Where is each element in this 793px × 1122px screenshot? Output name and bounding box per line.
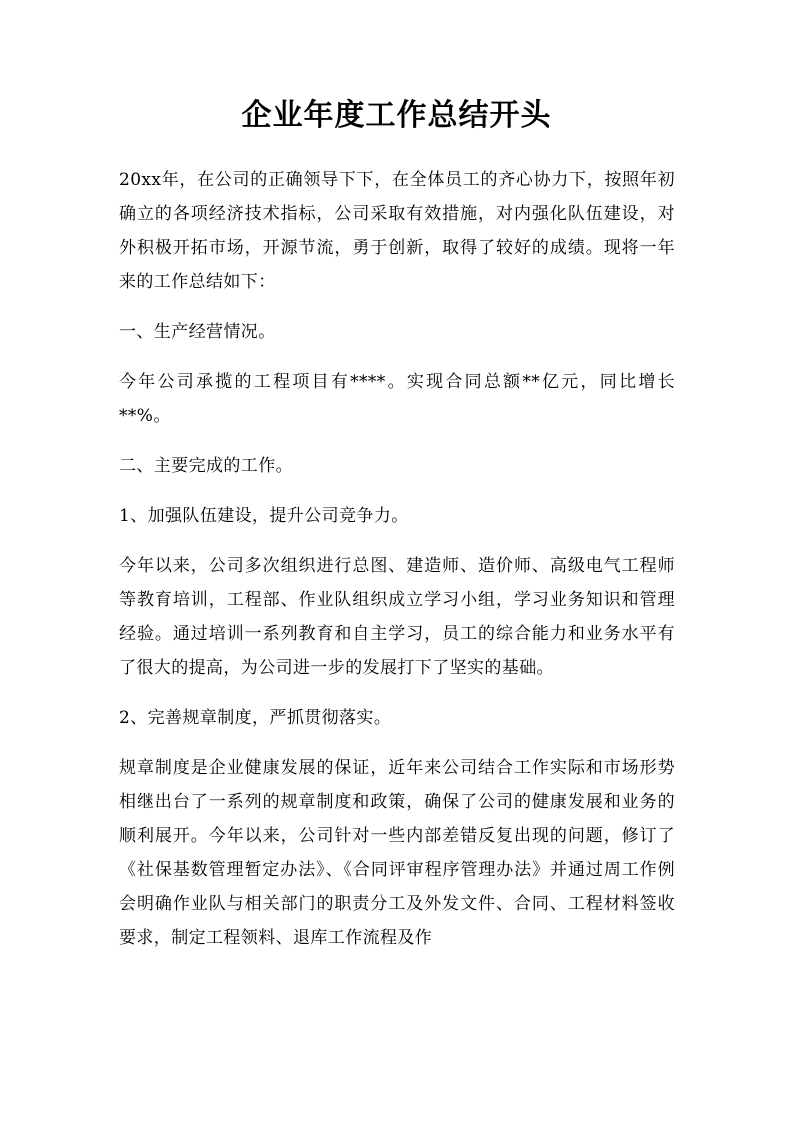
paragraph-intro: 20xx年，在公司的正确领导下下，在全体员工的齐心协力下，按照年初确立的各项经济技术指标，公司采取有效措施，对内强化队伍建设，对外积极开拓市场，开源节流，勇于创新，取得了较好的成绩。现将一年来的工作总结如下： [119, 170, 675, 292]
paragraph-regulations: 规章制度是企业健康发展的保证，近年来公司结合工作实际和市场形势相继出台了一系列的规章制度和政策，确保了公司的健康发展和业务的顺利展开。今年以来，公司针对一些内部差错反复出现的问题，修订了《社保基数管理暂定办法》、《合同评审程序管理办法》并通过周工作例会明确作业队与相关部门的职责分工及外发文件、合同、工程材料签收要求，制定工程领料、退库工作流程及作 [119, 758, 675, 948]
document-title: 企业年度工作总结开头 [241, 98, 552, 133]
subheading-team-building: 1、加强队伍建设，提升公司竞争力。 [119, 506, 409, 526]
subheading-regulations: 2、完善规章制度，严抓贯彻落实。 [119, 708, 392, 728]
paragraph-production: 今年公司承揽的工程项目有****。实现合同总额**亿元，同比增长**%。 [119, 372, 675, 426]
section-heading-main-work: 二、主要完成的工作。 [119, 456, 293, 476]
section-heading-production: 一、生产经营情况。 [119, 322, 276, 342]
document-body [119, 163, 675, 971]
paragraph-team-building: 今年以来，公司多次组织进行总图、建造师、造价师、高级电气工程师等教育培训，工程部、作业队组织成立学习小组，学习业务知识和管理经验。通过培训一系列教育和自主学习，员工的综合能力和业务水平有了很大的提高，为公司进一步的发展打下了坚实的基础。 [119, 556, 675, 678]
